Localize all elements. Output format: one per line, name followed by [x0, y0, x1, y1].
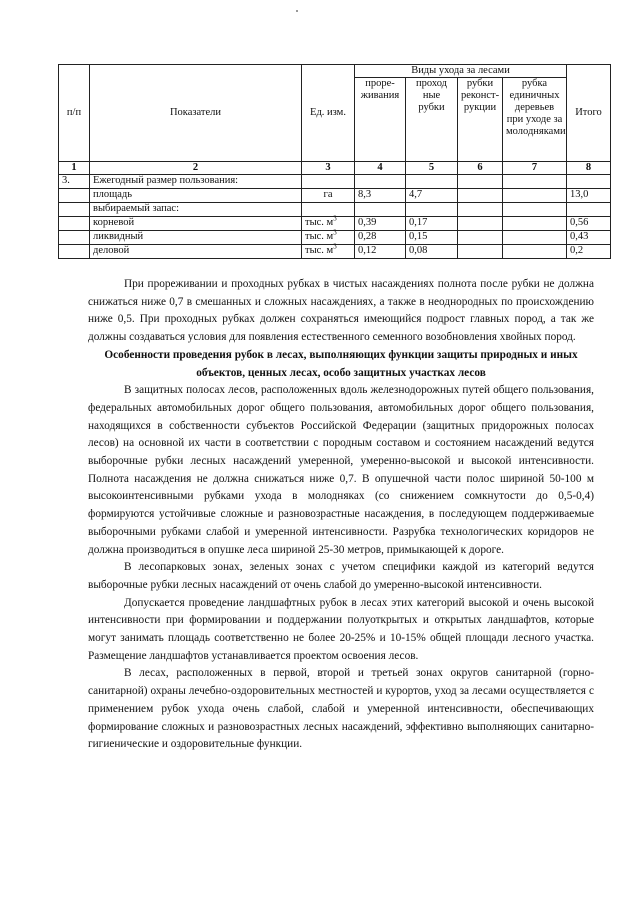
row-num	[59, 245, 90, 259]
row-c6	[458, 231, 503, 245]
row-c7	[503, 231, 567, 245]
header-thinning: проре-живания	[355, 78, 406, 162]
header-unit: Ед. изм.	[302, 65, 355, 162]
row-num	[59, 189, 90, 203]
row-c4: 0,28	[355, 231, 406, 245]
row-c4: 8,3	[355, 189, 406, 203]
header-num: п/п	[59, 65, 90, 162]
header-total: Итого	[567, 65, 611, 162]
logging-volume-table	[58, 64, 611, 259]
paragraph-forest-parks: В лесопарковых зонах, зеленых зонах с учетом специфики каждой из категорий ведутся выборочные рубки лесных насаждений от очень слабой до умеренно-высокой интенсивности.	[88, 561, 594, 591]
header-indicators: Показатели	[90, 65, 302, 162]
unit-superscript: 3	[333, 228, 337, 237]
row-label: деловой	[90, 245, 302, 259]
row-c4	[355, 175, 406, 189]
row-unit	[302, 242, 355, 259]
paragraph-sanitary-zones: В лесах, расположенных в первой, второй и третьей зонах округов санитарной (горно-санитарной) охраны лечебно-оздоровительных местностей и курортов, уход за лесами осуществляется с применением рубок ухода очень слабой, слабой и умеренной интенсивности, обеспечивающих формирование сложных и разновозрастных лесных насаждений, эффективно выполняющих санитарно-гигиенические и оздоровительные функции.	[88, 667, 594, 751]
row-c8: 13,0	[567, 189, 611, 203]
row-unit	[302, 214, 355, 231]
colnum: 2	[90, 162, 302, 175]
header-single-trees: рубка единичных деревьев при уходе за молодняками	[503, 78, 567, 162]
row-c7	[503, 203, 567, 217]
row-num	[59, 217, 90, 231]
row-c4: 0,12	[355, 245, 406, 259]
row-unit	[302, 203, 355, 217]
paragraph-thinning: При прореживании и проходных рубках в чистых насаждениях полнота после рубки не должна снижаться ниже 0,7 в смешанных и сложных насаждениях, а также в неоднородных по происхождению ниже 0,5. При проходных рубках должен сохраняться имеющийся подрост главных пород, а так же должны создаваться условия для появления естественного семенного возобновления хвойных пород.	[88, 278, 594, 344]
row-c6	[458, 189, 503, 203]
scan-speck	[296, 10, 298, 12]
colnum: 5	[406, 162, 458, 175]
section-heading: Особенности проведения рубок в лесах, выполняющих функции защиты природных и иных объектов, ценных лесах, особо защитных участках лесов	[104, 348, 578, 379]
row-num	[59, 231, 90, 245]
row-c7	[503, 175, 567, 189]
unit-superscript: 3	[333, 242, 337, 251]
header-reconstruction: рубки реконст-рукции	[458, 78, 503, 162]
header-care-types: Виды ухода за лесами	[355, 65, 567, 78]
row-c8: 0,43	[567, 231, 611, 245]
column-numbers-row	[59, 162, 611, 175]
document-body	[88, 276, 594, 754]
row-label: площадь	[90, 189, 302, 203]
row-num	[59, 203, 90, 217]
unit-text: тыс. м	[305, 231, 334, 242]
colnum: 3	[302, 162, 355, 175]
row-c7	[503, 245, 567, 259]
row-label: ликвидный	[90, 231, 302, 245]
row-c8: 0,2	[567, 245, 611, 259]
row-c4	[355, 203, 406, 217]
colnum: 7	[503, 162, 567, 175]
row-c8	[567, 175, 611, 189]
colnum: 8	[567, 162, 611, 175]
row-unit	[302, 228, 355, 245]
row-c8: 0,56	[567, 217, 611, 231]
row-c5: 0,08	[406, 245, 458, 259]
row-c7	[503, 189, 567, 203]
row-c8	[567, 203, 611, 217]
colnum: 6	[458, 162, 503, 175]
unit-text: тыс. м	[305, 217, 334, 228]
paragraph-protective-strips: В защитных полосах лесов, расположенных вдоль железнодорожных путей общего пользования, федеральных автомобильных дорог общего пользования, автомобильных дорог общего пользования, находящихся в собственности субъектов Российской Федерации (защитных придорожных полосах лесов) на основной их части в соответствии с породным составом и состоянием насаждений ведутся выборочные рубки лесных насаждений умеренной, умеренно-высокой и высокой интенсивности. Полнота насаждения не должна снижаться ниже 0,7. В опушечной части полос шириной 50-100 м высокоинтенсивными рубками ухода в молодняках (со снижением сомкнутости до 0,5-0,4) формируются устойчивые сложные и разновозрастные насаждения, в последующем поддерживаемые выборочными рубками слабой и умеренной интенсивности. Разрубка технологических коридоров не должна производиться в опушке леса шириной 25-30 метров, примыкающей к дороге.	[88, 384, 594, 556]
row-c5: 4,7	[406, 189, 458, 203]
row-label: выбираемый запас:	[90, 203, 302, 217]
row-unit: га	[302, 189, 355, 203]
row-c6	[458, 175, 503, 189]
paragraph-landscape-cuts: Допускается проведение ландшафтных рубок в лесах этих категорий высокой и очень высокой интенсивности при формировании и поддержании полуоткрытых и открытых ландшафтов, которые могут занимать площадь соответственно не более 20-25% и 10-15% общей площади лесного участка. Размещение ландшафтов устанавливается проектом освоения лесов.	[88, 596, 594, 662]
unit-text: тыс. м	[305, 245, 334, 256]
header-passage-cuts: проход ные рубки	[406, 78, 458, 162]
table-row	[59, 175, 611, 189]
row-c6	[458, 203, 503, 217]
table-row	[59, 245, 611, 259]
colnum: 1	[59, 162, 90, 175]
row-label: Ежегодный размер пользования:	[90, 175, 302, 189]
row-c5	[406, 175, 458, 189]
row-c5	[406, 203, 458, 217]
colnum: 4	[355, 162, 406, 175]
unit-superscript: 3	[333, 214, 337, 223]
row-c7	[503, 217, 567, 231]
row-c6	[458, 245, 503, 259]
row-c4: 0,39	[355, 217, 406, 231]
row-c5: 0,15	[406, 231, 458, 245]
row-num: 3.	[59, 175, 90, 189]
table-row	[59, 189, 611, 203]
row-unit	[302, 175, 355, 189]
row-c6	[458, 217, 503, 231]
row-label: корневой	[90, 217, 302, 231]
row-c5: 0,17	[406, 217, 458, 231]
